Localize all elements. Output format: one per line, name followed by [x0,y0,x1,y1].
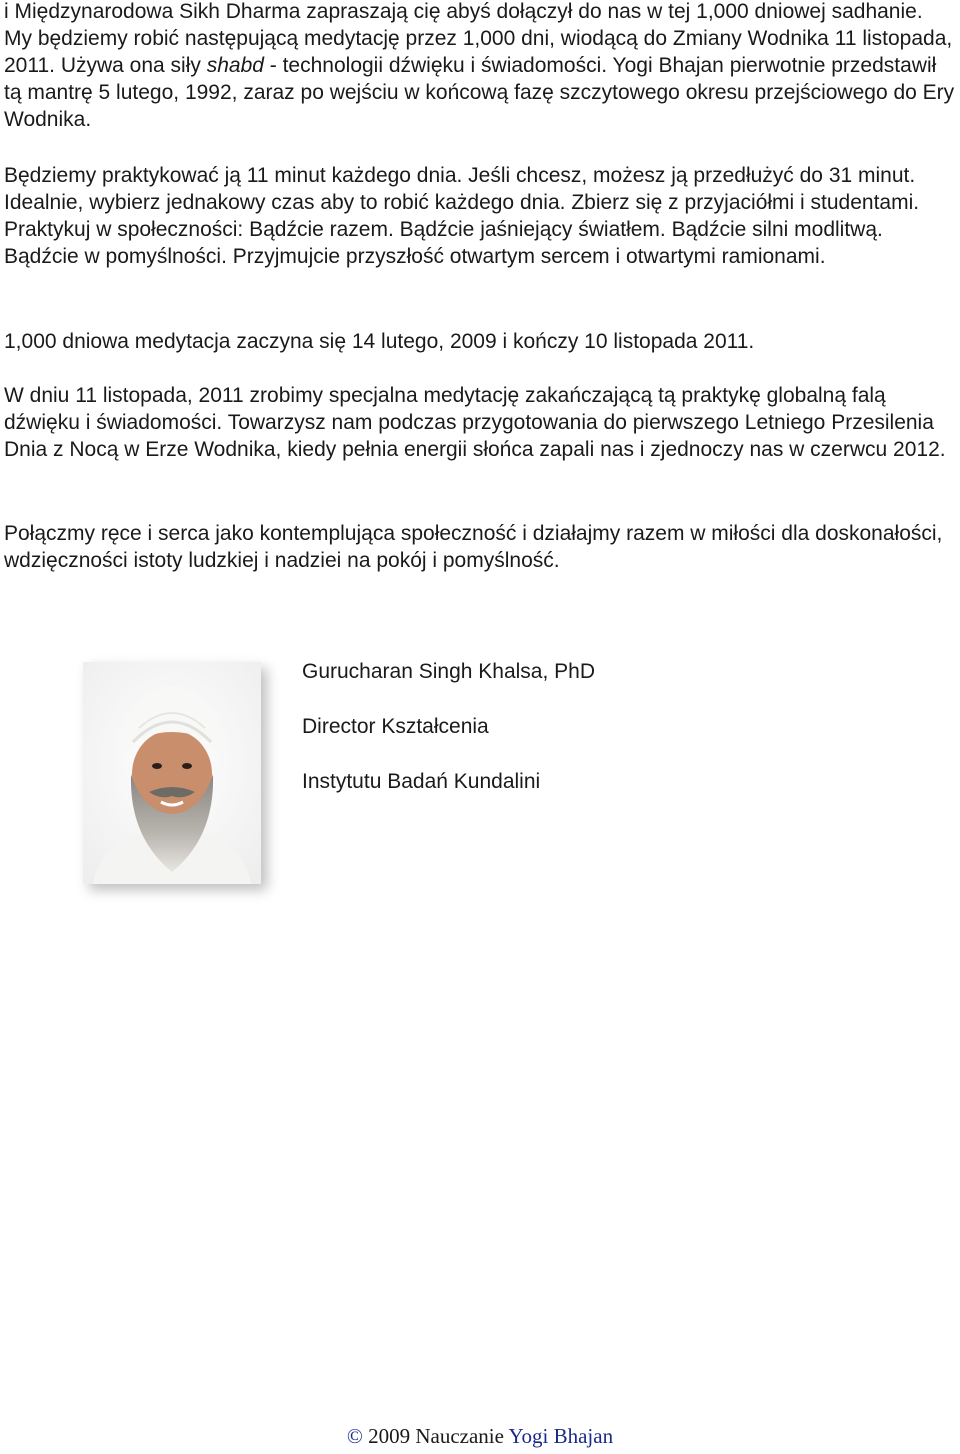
intro-italic-shabd: shabd [206,54,264,77]
paragraph-invitation: Połączmy ręce i serca jako kontemplująca społeczność i działajmy razem w miłości dla doskonałości, wdzięczności istoty ludzkiej i nadziei na pokój i pomyślność. [4,522,943,572]
paragraph-practice: Będziemy praktykować ją 11 minut każdego dnia. Jeśli chcesz, możesz ją przedłużyć do 31 minut. Idealnie, wybierz jednakowy czas aby to robić każdego dnia. Zbierz się z przyjaciółmi i studentami. Praktykuj w społeczności: Bądźcie razem. Bądźcie jaśniejący światłem. Bądźcie silni modlitwą. Bądźcie w pomyślności. Przyjmujcie przyszłość otwartym sercem i otwartymi ramionami. [4,164,920,268]
signature-institute: Instytutu Badań Kundalini [302,770,541,793]
footer-link-yogi-bhajan[interactable]: Yogi Bhajan [508,1424,614,1448]
paragraph-closing-meditation: W dniu 11 listopada, 2011 zrobimy specjalna medytację zakańczającą tą praktykę globalną falą dźwięku i świadomości. Towarzysz nam podczas przygotowania do pierwszego Letniego Przesilenia Dnia z Nocą w Erze Wodnika, kiedy pełnia energii słońca zapali nas i zjednoczy nas w czerwcu 2012. [4,384,946,461]
intro-text-before: i Międzynarodowa Sikh Dharma zapraszają cię abyś dołączył do nas w tej 1,000 dniowej sadhanie. My będziemy robić następującą medytację przez 1,000 dni, wiodącą do Zmiany Wodnika 11 listopada, 2011. Używa ona siły [4,0,953,77]
intro-text-after: - technologii dźwięku i świadomości. Yogi Bhajan pierwotnie przedstawił tą mantrę 5 lutego, 1992, zaraz po wejściu w końcową fazę szczytowego okresu przejściowego do Ery Wodnika. [4,54,955,131]
signature-name: Gurucharan Singh Khalsa, PhD [302,660,596,683]
signature-role: Director Kształcenia [302,715,489,738]
footer-year: 2009 [368,1424,411,1448]
copyright-icon: © [346,1424,363,1448]
portrait-illustration [83,662,261,884]
paragraph-dates: 1,000 dniowa medytacja zaczyna się 14 lutego, 2009 i kończy 10 listopada 2011. [4,330,755,353]
footer [0,1424,960,1449]
footer-text: Nauczanie [415,1424,504,1448]
paragraph-intro [4,0,956,133]
author-portrait [83,662,261,884]
